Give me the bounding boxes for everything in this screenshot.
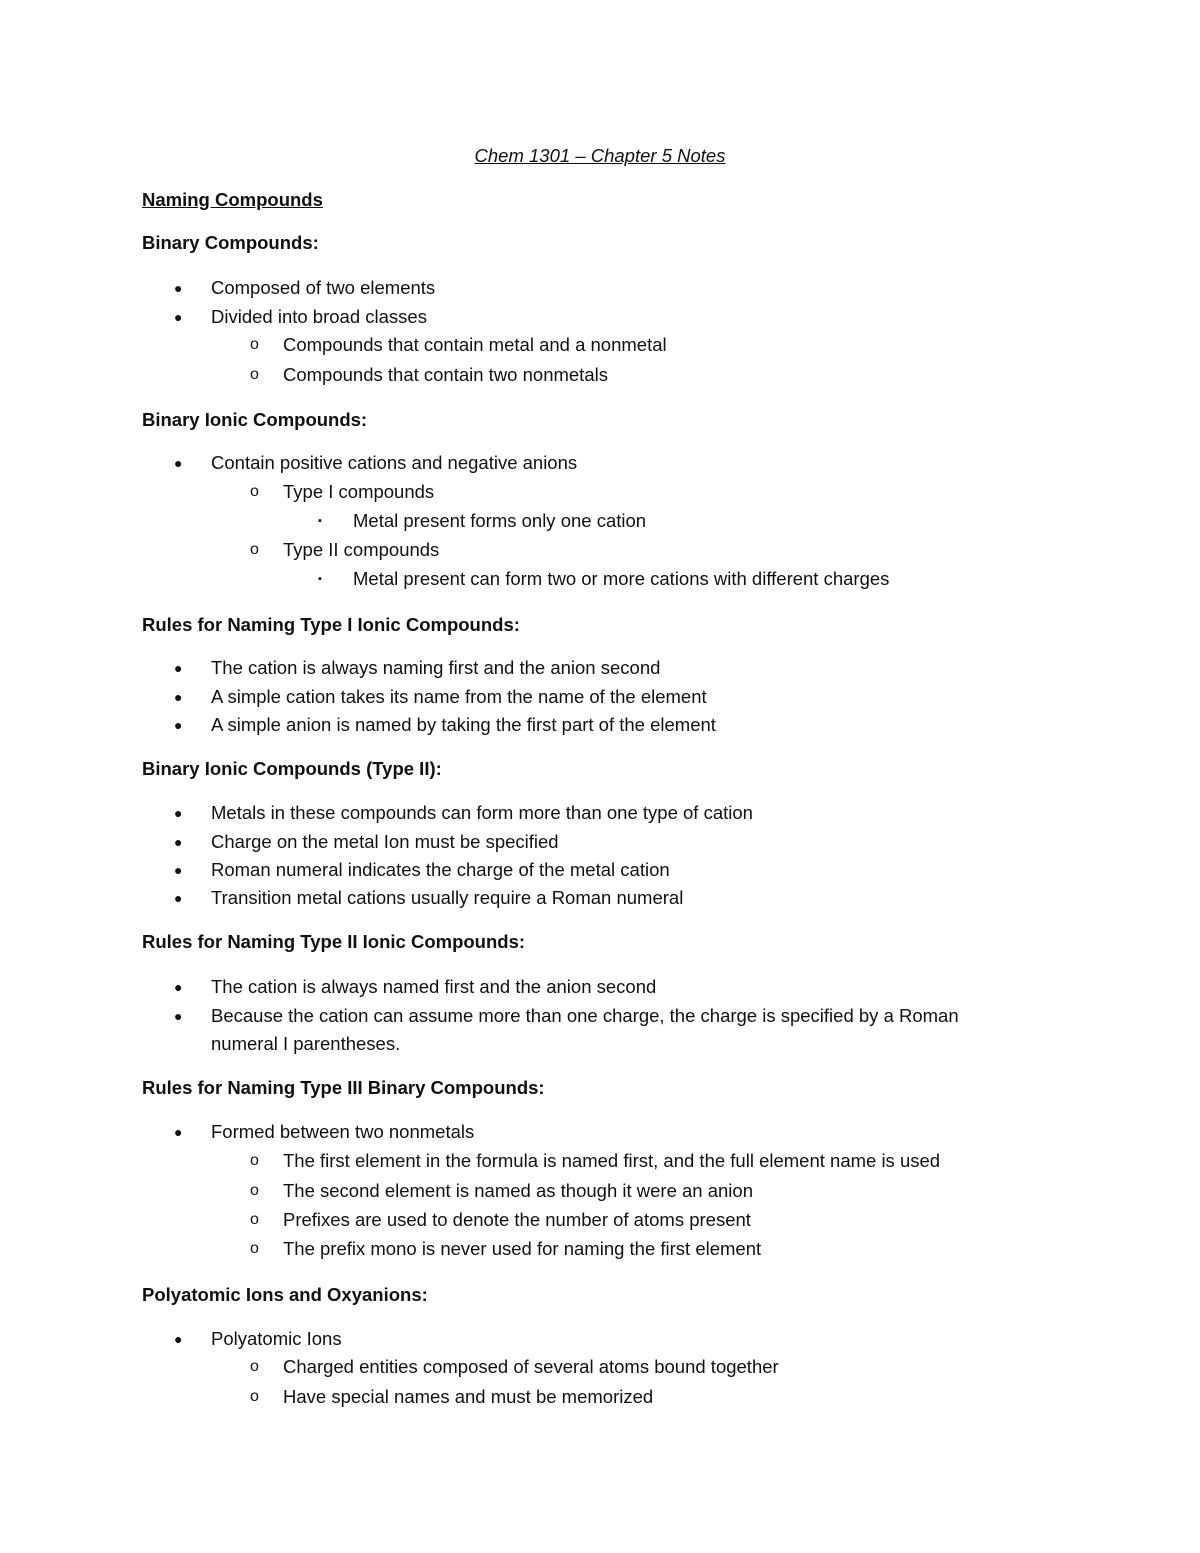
sub-sub-list-item: Metal present can form two or more cations with different charges	[353, 568, 890, 589]
bullet-mark: ●	[174, 689, 183, 705]
sub-sub-bullet-mark: ▪	[318, 515, 322, 527]
list-item: Roman numeral indicates the charge of the metal cation	[211, 859, 670, 880]
bullet-mark: ●	[174, 979, 183, 995]
bullet-mark: ●	[174, 1124, 183, 1140]
list-item: The cation is always named first and the anion second	[211, 976, 657, 997]
sub-list-item: Type II compounds	[283, 539, 440, 560]
sub-bullet-mark: o	[250, 483, 259, 500]
list-item: Formed between two nonmetals	[211, 1121, 475, 1142]
bullet-mark: ●	[174, 805, 183, 821]
list-item: Because the cation can assume more than one charge, the charge is specified by a Roman	[211, 1005, 959, 1026]
sub-list-item: Prefixes are used to denote the number of atoms present	[283, 1209, 751, 1230]
list-item: Composed of two elements	[211, 277, 436, 298]
bullet-mark: ●	[174, 280, 183, 296]
list-item: A simple anion is named by taking the first part of the element	[211, 714, 716, 735]
heading-rules-type-3: Rules for Naming Type III Binary Compounds:	[142, 1077, 545, 1098]
sub-list-item: Charged entities composed of several atoms bound together	[283, 1356, 779, 1377]
list-item: Polyatomic Ions	[211, 1328, 342, 1349]
heading-polyatomic-ions: Polyatomic Ions and Oxyanions:	[142, 1284, 428, 1305]
sub-bullet-mark: o	[250, 1358, 259, 1375]
list-item: Divided into broad classes	[211, 306, 427, 327]
sub-bullet-mark: o	[250, 1152, 259, 1169]
list-item: Contain positive cations and negative anions	[211, 452, 578, 473]
sub-list-item: Compounds that contain two nonmetals	[283, 364, 608, 385]
bullet-mark: ●	[174, 862, 183, 878]
sub-bullet-mark: o	[250, 366, 259, 383]
heading-binary-ionic-type-2: Binary Ionic Compounds (Type II):	[142, 758, 442, 779]
sub-bullet-mark: o	[250, 336, 259, 353]
sub-sub-bullet-mark: ▪	[318, 573, 322, 585]
bullet-mark: ●	[174, 660, 183, 676]
heading-binary-ionic-compounds: Binary Ionic Compounds:	[142, 409, 368, 430]
bullet-mark: ●	[174, 717, 183, 733]
heading-binary-compounds: Binary Compounds:	[142, 232, 319, 253]
list-item: A simple cation takes its name from the name of the element	[211, 686, 707, 707]
list-item-continuation: numeral I parentheses.	[211, 1033, 401, 1054]
sub-list-item: The second element is named as though it were an anion	[283, 1180, 753, 1201]
list-item: Transition metal cations usually require a Roman numeral	[211, 887, 684, 908]
bullet-mark: ●	[174, 834, 183, 850]
sub-bullet-mark: o	[250, 1211, 259, 1228]
bullet-mark: ●	[174, 1331, 183, 1347]
document-title: Chem 1301 – Chapter 5 Notes	[474, 145, 726, 166]
sub-list-item: The first element in the formula is named first, and the full element name is used	[283, 1150, 941, 1171]
list-item: The cation is always naming first and the anion second	[211, 657, 661, 678]
heading-rules-type-2: Rules for Naming Type II Ionic Compounds:	[142, 931, 526, 952]
sub-bullet-mark: o	[250, 1182, 259, 1199]
list-item: Metals in these compounds can form more than one type of cation	[211, 802, 753, 823]
sub-list-item: Compounds that contain metal and a nonmetal	[283, 334, 667, 355]
sub-list-item: Type I compounds	[283, 481, 435, 502]
bullet-mark: ●	[174, 309, 183, 325]
sub-bullet-mark: o	[250, 1388, 259, 1405]
sub-bullet-mark: o	[250, 1240, 259, 1257]
list-item: Charge on the metal Ion must be specified	[211, 831, 559, 852]
sub-bullet-mark: o	[250, 541, 259, 558]
sub-sub-list-item: Metal present forms only one cation	[353, 510, 647, 531]
section-heading-naming-compounds: Naming Compounds	[142, 189, 323, 210]
bullet-mark: ●	[174, 1008, 183, 1024]
heading-rules-type-1: Rules for Naming Type I Ionic Compounds:	[142, 614, 520, 635]
bullet-mark: ●	[174, 890, 183, 906]
bullet-mark: ●	[174, 455, 183, 471]
sub-list-item: Have special names and must be memorized	[283, 1386, 654, 1407]
sub-list-item: The prefix mono is never used for naming the first element	[283, 1238, 762, 1259]
